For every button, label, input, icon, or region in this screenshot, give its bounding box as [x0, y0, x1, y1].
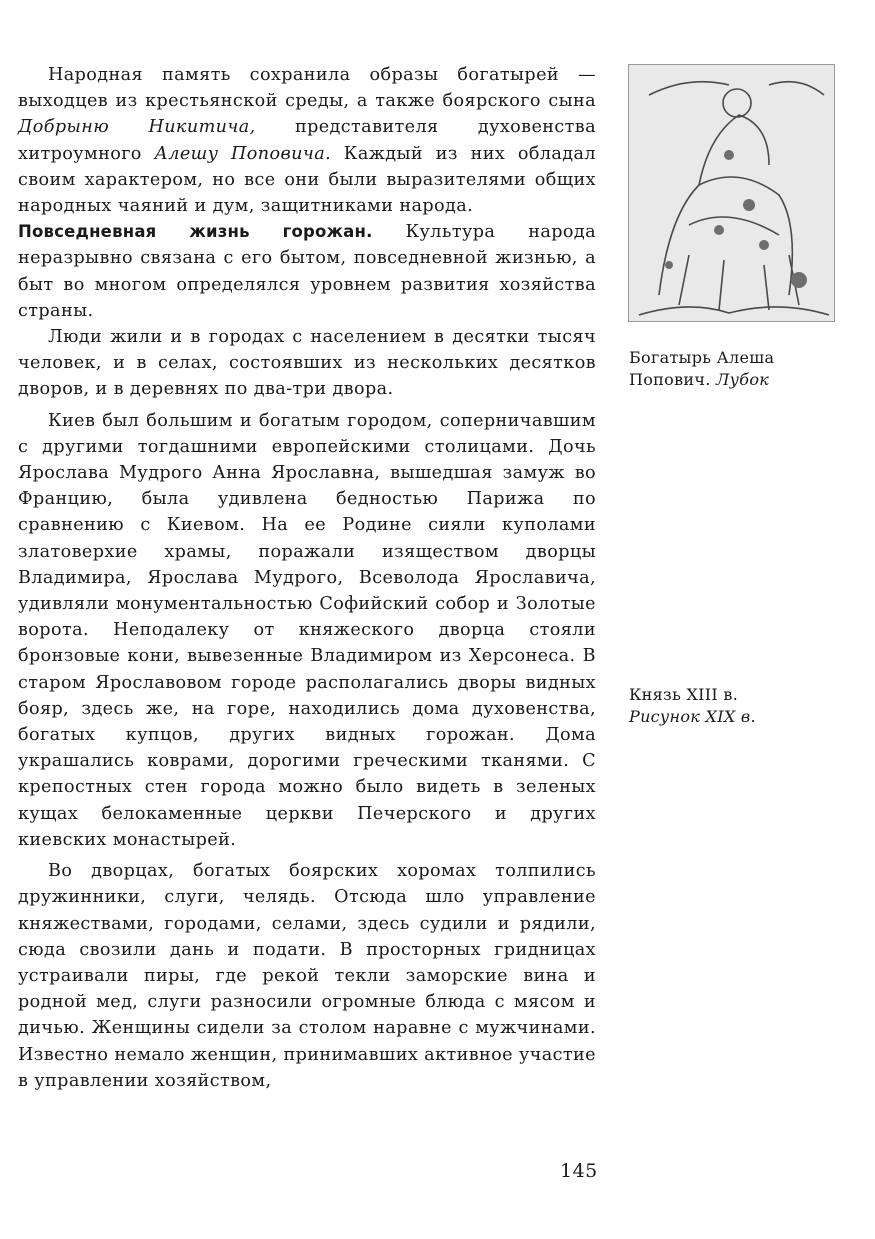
section-heading: Повседневная жизнь горожан.: [18, 222, 373, 242]
text-run: представителя духовенства хитроумного: [18, 117, 596, 164]
caption-prince: [629, 684, 849, 728]
italic-name: Алешу Поповича.: [154, 143, 332, 164]
caption-lubok-line2: Попович. Лубок: [629, 370, 770, 389]
lubok-illustration: [628, 64, 835, 322]
paragraph-4: Киев был большим и богатым городом, соперничавшим с другими тогдашними европейскими столицами. Дочь Ярослава Мудрого Анна Ярославна, вышедшая замуж во Францию, была удивлена бедностью Парижа по сравнению с Киевом. На ее Родине сияли куполами златоверхие храмы, поражали изяществом дворцы Владимира, Ярослава Мудрого, Всеволода Ярославича, удивляли монументальностью Софийский собор и Золотые ворота. Неподалеку от княжеского дворца стояли бронзовые кони, вывезенные Владимиром из Херсонеса. В старом Ярославовом городе располагались дворы видных бояр, здесь же, на горе, находились дома духовенства, богатых купцов, других видных горожан. Дома украшались коврами, дорогими греческими тканями. С крепостных стен города можно было видеть в зеленых кущах белокаменные церкви Печерского и других киевских монастырей.: [18, 410, 596, 850]
paragraph-5: Во дворцах, богатых боярских хоромах толпились дружинники, слуги, челядь. Отсюда шло управление княжествами, городами, селами, здесь судили и рядили, сюда свозили дань и подати. В просторных гридницах устраивали пиры, где рекой текли заморские вина и родной мед, слуги разносили огромные блюда с мясом и дичью. Женщины сидели за столом наравне с мужчинами. Известно немало женщин, принимавших активное участие в управлении хозяйством,: [18, 861, 596, 1091]
caption-prince-line2: Рисунок XIX в.: [629, 707, 756, 726]
text-run: Каждый из них обладал своим характером, но все они были выразителями общих народных чаяний и дум, защитниками народа.: [18, 143, 597, 217]
paragraph-2-text: Культура народа неразрывно связана с его бытом, повседневной жизнью, а быт во многом определялся уровнем развития хозяйства страны.: [18, 222, 596, 321]
horseman-engraving: [629, 65, 834, 321]
paragraph-2: [18, 219, 596, 324]
paragraph-1: [18, 62, 596, 219]
page-number: 145: [560, 1160, 598, 1182]
paragraph-3: Люди жили и в городах с населением в десятки тысяч человек, и в селах, состоявших из нескольких десятков дворов, и в деревнях по два-три двора.: [18, 327, 596, 400]
caption-lubok-line1: Богатырь Алеша: [629, 348, 775, 367]
main-text-column: [18, 62, 596, 1094]
text-run: Народная память сохранила образы богатырей — выходцев из крестьянской среды, а также боярского сына: [18, 65, 596, 112]
caption-lubok: [629, 347, 849, 391]
caption-prince-line1: Князь XIII в.: [629, 685, 739, 704]
italic-name: Добрыню Никитича,: [18, 117, 256, 138]
